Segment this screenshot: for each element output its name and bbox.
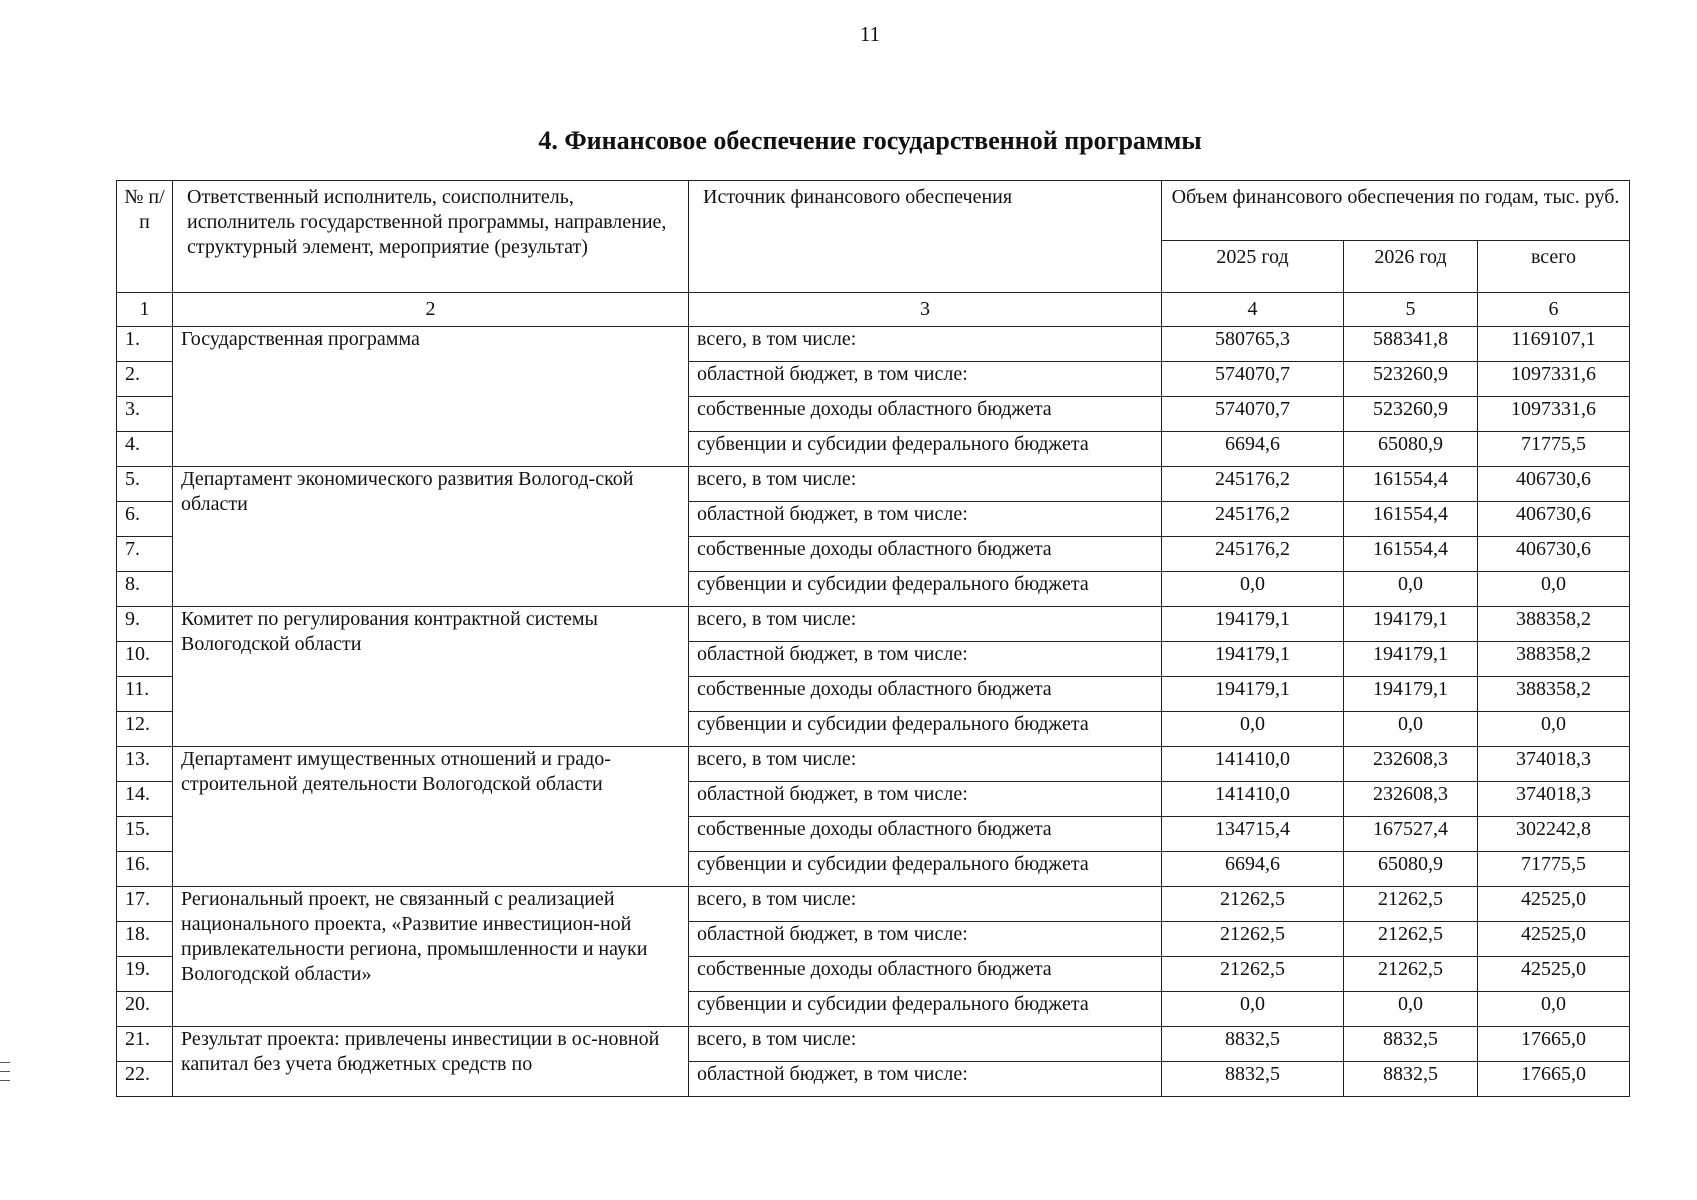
value-2026: 232608,3: [1344, 782, 1478, 817]
header-executor: Ответственный исполнитель, соисполнитель, исполнитель государственной программы, направление, структурный элемент, мероприятие (результат): [173, 181, 689, 293]
value-total: 71775,5: [1478, 852, 1630, 887]
row-number: 18.: [117, 922, 173, 957]
value-2026: 21262,5: [1344, 922, 1478, 957]
value-total: 0,0: [1478, 992, 1630, 1027]
funding-source-cell: областной бюджет, в том числе:: [689, 642, 1162, 677]
value-total: 1097331,6: [1478, 397, 1630, 432]
funding-source-cell: всего, в том числе:: [689, 607, 1162, 642]
funding-source-cell: областной бюджет, в том числе:: [689, 1062, 1162, 1097]
funding-source-cell: собственные доходы областного бюджета: [689, 957, 1162, 992]
value-2026: 523260,9: [1344, 362, 1478, 397]
value-2025: 8832,5: [1162, 1027, 1344, 1062]
value-2025: 134715,4: [1162, 817, 1344, 852]
page-number: 11: [859, 22, 881, 46]
value-total: 42525,0: [1478, 922, 1630, 957]
funding-source-cell: собственные доходы областного бюджета: [689, 817, 1162, 852]
column-numbers-row: [117, 293, 1630, 327]
value-total: 388358,2: [1478, 677, 1630, 712]
row-number: 20.: [117, 992, 173, 1027]
row-number: 5.: [117, 467, 173, 502]
funding-source-cell: собственные доходы областного бюджета: [689, 397, 1162, 432]
value-total: 406730,6: [1478, 467, 1630, 502]
header-row-number: № п/п: [117, 181, 173, 293]
value-2026: 0,0: [1344, 992, 1478, 1027]
row-number: 3.: [117, 397, 173, 432]
funding-source-cell: всего, в том числе:: [689, 467, 1162, 502]
value-2025: 245176,2: [1162, 502, 1344, 537]
value-total: 1097331,6: [1478, 362, 1630, 397]
row-number: 10.: [117, 642, 173, 677]
row-number: 12.: [117, 712, 173, 747]
value-2025: 0,0: [1162, 712, 1344, 747]
value-2026: 0,0: [1344, 712, 1478, 747]
value-2025: 141410,0: [1162, 782, 1344, 817]
value-2025: 194179,1: [1162, 607, 1344, 642]
table-row: [117, 327, 1630, 362]
value-2025: 6694,6: [1162, 432, 1344, 467]
executor-cell: Региональный проект, не связанный с реализацией национального проекта, «Развитие инвестицион-ной привлекательности региона, промышленности и науки Вологодской области»: [173, 887, 689, 1027]
value-total: 42525,0: [1478, 957, 1630, 992]
funding-source-cell: областной бюджет, в том числе:: [689, 362, 1162, 397]
row-number: 19.: [117, 957, 173, 992]
funding-source-cell: собственные доходы областного бюджета: [689, 677, 1162, 712]
value-2025: 141410,0: [1162, 747, 1344, 782]
value-2026: 0,0: [1344, 572, 1478, 607]
row-number: 21.: [117, 1027, 173, 1062]
value-2025: 8832,5: [1162, 1062, 1344, 1097]
value-2026: 65080,9: [1344, 432, 1478, 467]
value-total: 0,0: [1478, 572, 1630, 607]
row-number: 16.: [117, 852, 173, 887]
funding-source-cell: всего, в том числе:: [689, 747, 1162, 782]
value-total: 0,0: [1478, 712, 1630, 747]
value-2025: 194179,1: [1162, 677, 1344, 712]
value-2025: 245176,2: [1162, 467, 1344, 502]
value-total: 17665,0: [1478, 1062, 1630, 1097]
value-2026: 21262,5: [1344, 887, 1478, 922]
header-year-2025: 2025 год: [1162, 241, 1344, 293]
value-2025: 194179,1: [1162, 642, 1344, 677]
table-row: [117, 467, 1630, 502]
column-number: 2: [173, 293, 689, 327]
row-number: 1.: [117, 327, 173, 362]
executor-cell: Департамент имущественных отношений и градо-строительной деятельности Вологодской области: [173, 747, 689, 887]
row-number: 13.: [117, 747, 173, 782]
value-2026: 161554,4: [1344, 502, 1478, 537]
value-2026: 21262,5: [1344, 957, 1478, 992]
value-2026: 8832,5: [1344, 1062, 1478, 1097]
funding-source-cell: субвенции и субсидии федерального бюджета: [689, 572, 1162, 607]
row-number: 7.: [117, 537, 173, 572]
value-total: 17665,0: [1478, 1027, 1630, 1062]
row-number: 17.: [117, 887, 173, 922]
value-2026: 161554,4: [1344, 467, 1478, 502]
column-number: 1: [117, 293, 173, 327]
row-number: 22.: [117, 1062, 173, 1097]
funding-source-cell: областной бюджет, в том числе:: [689, 782, 1162, 817]
executor-cell: Результат проекта: привлечены инвестиции в ос-новной капитал без учета бюджетных средств по: [173, 1027, 689, 1097]
value-2025: 6694,6: [1162, 852, 1344, 887]
value-2025: 580765,3: [1162, 327, 1344, 362]
row-number: 6.: [117, 502, 173, 537]
value-2026: 8832,5: [1344, 1027, 1478, 1062]
value-total: 374018,3: [1478, 782, 1630, 817]
value-2025: 21262,5: [1162, 957, 1344, 992]
header-funding-volume: Объем финансового обеспечения по годам, тыс. руб.: [1162, 181, 1630, 241]
value-2026: 523260,9: [1344, 397, 1478, 432]
row-number: 2.: [117, 362, 173, 397]
value-total: 42525,0: [1478, 887, 1630, 922]
funding-source-cell: субвенции и субсидии федерального бюджета: [689, 992, 1162, 1027]
executor-cell: Государственная программа: [173, 327, 689, 467]
value-2025: 21262,5: [1162, 922, 1344, 957]
executor-cell: Департамент экономического развития Вологод-ской области: [173, 467, 689, 607]
column-number: 4: [1162, 293, 1344, 327]
value-total: 388358,2: [1478, 642, 1630, 677]
value-2026: 194179,1: [1344, 677, 1478, 712]
table-body: [117, 327, 1630, 1097]
value-2026: 167527,4: [1344, 817, 1478, 852]
column-number: 6: [1478, 293, 1630, 327]
row-number: 15.: [117, 817, 173, 852]
value-2025: 245176,2: [1162, 537, 1344, 572]
column-number: 5: [1344, 293, 1478, 327]
row-number: 11.: [117, 677, 173, 712]
row-number: 14.: [117, 782, 173, 817]
header-funding-source: Источник финансового обеспечения: [689, 181, 1162, 293]
document-title: 4. Финансовое обеспечение государственной программы: [538, 126, 1202, 155]
table-row: [117, 747, 1630, 782]
funding-source-cell: собственные доходы областного бюджета: [689, 537, 1162, 572]
row-number: 8.: [117, 572, 173, 607]
financing-table: [116, 180, 1630, 1097]
table-row: [117, 607, 1630, 642]
value-total: 406730,6: [1478, 537, 1630, 572]
value-2026: 194179,1: [1344, 642, 1478, 677]
value-2025: 574070,7: [1162, 397, 1344, 432]
value-2026: 588341,8: [1344, 327, 1478, 362]
executor-cell: Комитет по регулирования контрактной системы Вологодской области: [173, 607, 689, 747]
column-number: 3: [689, 293, 1162, 327]
value-2025: 0,0: [1162, 992, 1344, 1027]
header-total: всего: [1478, 241, 1630, 293]
value-2026: 161554,4: [1344, 537, 1478, 572]
value-total: 1169107,1: [1478, 327, 1630, 362]
funding-source-cell: субвенции и субсидии федерального бюджета: [689, 852, 1162, 887]
row-number: 4.: [117, 432, 173, 467]
funding-source-cell: всего, в том числе:: [689, 327, 1162, 362]
value-total: 388358,2: [1478, 607, 1630, 642]
value-total: 302242,8: [1478, 817, 1630, 852]
funding-source-cell: всего, в том числе:: [689, 887, 1162, 922]
value-2025: 574070,7: [1162, 362, 1344, 397]
value-total: 71775,5: [1478, 432, 1630, 467]
funding-source-cell: субвенции и субсидии федерального бюджета: [689, 712, 1162, 747]
funding-source-cell: областной бюджет, в том числе:: [689, 502, 1162, 537]
header-year-2026: 2026 год: [1344, 241, 1478, 293]
value-2026: 65080,9: [1344, 852, 1478, 887]
table-row: [117, 1027, 1630, 1062]
row-number: 9.: [117, 607, 173, 642]
value-2025: 21262,5: [1162, 887, 1344, 922]
value-2026: 232608,3: [1344, 747, 1478, 782]
value-total: 374018,3: [1478, 747, 1630, 782]
value-2026: 194179,1: [1344, 607, 1478, 642]
margin-marks: [0, 1062, 10, 1089]
value-2025: 0,0: [1162, 572, 1344, 607]
funding-source-cell: субвенции и субсидии федерального бюджета: [689, 432, 1162, 467]
funding-source-cell: областной бюджет, в том числе:: [689, 922, 1162, 957]
value-total: 406730,6: [1478, 502, 1630, 537]
funding-source-cell: всего, в том числе:: [689, 1027, 1162, 1062]
table-row: [117, 887, 1630, 922]
